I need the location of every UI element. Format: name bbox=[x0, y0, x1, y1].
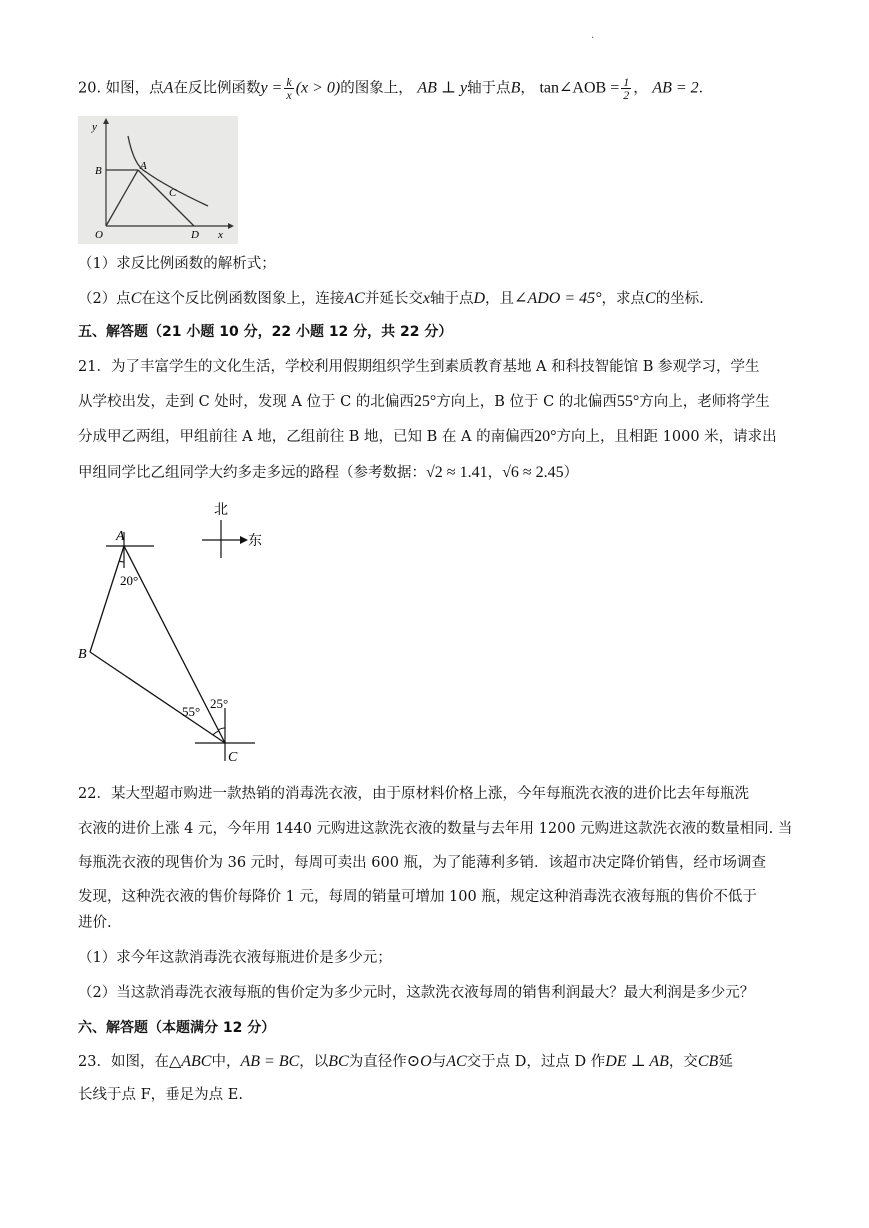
q22-line2: 衣液的进价上涨 4 元，今年用 1440 元购进这款洗衣液的数量与去年用 1200 元购进这款洗衣液的数量相同. 当 bbox=[78, 821, 793, 837]
section-5-title: 五、解答题（21 小题 10 分，22 小题 12 分，共 22 分） bbox=[78, 324, 453, 340]
fig1-label-O: O bbox=[95, 229, 103, 241]
q21-figure bbox=[78, 496, 288, 771]
fig1-label-D: D bbox=[191, 229, 199, 241]
q20-sub1: （1）求反比例函数的解析式； bbox=[78, 256, 276, 272]
section-6-title: 六、解答题（本题满分 12 分） bbox=[78, 1020, 276, 1036]
fig2-label-A: A bbox=[116, 529, 125, 544]
fig1-label-A: A bbox=[140, 160, 147, 172]
fig1-label-C: C bbox=[169, 187, 177, 199]
q22-line3: 每瓶洗衣液的现售价为 36 元时，每周可卖出 600 瓶，为了能薄利多销．该超市决定降价销售，经市场调查 bbox=[78, 855, 767, 871]
fig1-label-B: B bbox=[95, 165, 102, 177]
fig1-label-y: y bbox=[92, 121, 97, 133]
header-dot: . bbox=[591, 30, 595, 41]
half-fraction: $\frac{1}{2}$ bbox=[623, 75, 630, 102]
q20-line1: 20. 如图，点A在反比例函数y = $\frac{k}{x}$ (x > 0)的图象上， AB ⊥ y轴于点B， tan∠AOB = $\frac{1}{2}$ ， AB = 2． bbox=[78, 75, 714, 102]
q22-line4: 发现，这种洗衣液的售价每降价 1 元，每周的销量可增加 100 瓶，规定这种消毒洗衣液每瓶的售价不低于 bbox=[78, 889, 757, 905]
q20-sub2: （2）点C在这个反比例函数图象上，连接AC并延长交x轴于点D，且∠ADO = 45°，求点C的坐标. bbox=[78, 290, 704, 307]
q21-line2: 从学校出发，走到 C 处时，发现 A 位于 C 的北偏西25°方向上，B 位于 C 的北偏西55°方向上，老师将学生 bbox=[78, 393, 770, 410]
fig2-label-B: B bbox=[78, 647, 87, 662]
north-label: 北 bbox=[214, 503, 228, 518]
angle-20-label: 20° bbox=[120, 573, 139, 588]
q23-line2: 长线于点 F，垂足为点 E. bbox=[78, 1087, 243, 1103]
q20-figure bbox=[78, 116, 238, 244]
q22-sub2: （2）当这款消毒洗衣液每瓶的售价定为多少元时，这款洗衣液每周的销售利润最大？最大利润是多少元？ bbox=[78, 985, 755, 1001]
q21-line3: 分成甲乙两组，甲组前往 A 地，乙组前往 B 地，已知 B 在 A 的南偏西20°方向上，且相距 1000 米，请求出 bbox=[78, 428, 777, 445]
k-over-x-fraction: $\frac{k}{x}$ bbox=[286, 75, 292, 102]
q21-line4: 甲组同学比乙组同学大约多走多远的路程（参考数据：√2 ≈ 1.41，√6 ≈ 2.45） bbox=[78, 464, 579, 481]
fig1-label-x: x bbox=[218, 229, 223, 241]
q22-sub1: （1）求今年这款消毒洗衣液每瓶进价是多少元； bbox=[78, 950, 392, 966]
q22-line1: 22．某大型超市购进一款热销的消毒洗衣液，由于原材料价格上涨，今年每瓶洗衣液的进价比去年每瓶洗 bbox=[78, 786, 749, 802]
q20-number: 20. bbox=[78, 80, 102, 97]
angle-55-label: 55° bbox=[182, 704, 201, 719]
east-label: 东 bbox=[248, 534, 262, 549]
q23-line1: 23．如图，在△ABC中，AB = BC，以BC为直径作⊙O与AC交于点 D，过点 D 作DE ⊥ AB，交CB延 bbox=[78, 1053, 733, 1070]
fig2-label-C: C bbox=[228, 750, 238, 765]
q21-line1: 21．为了丰富学生的文化生活，学校利用假期组织学生到素质教育基地 A 和科技智能馆 B 参观学习，学生 bbox=[78, 359, 760, 375]
q22-line5: 进价. bbox=[78, 915, 112, 931]
angle-25-label: 25° bbox=[210, 696, 229, 711]
